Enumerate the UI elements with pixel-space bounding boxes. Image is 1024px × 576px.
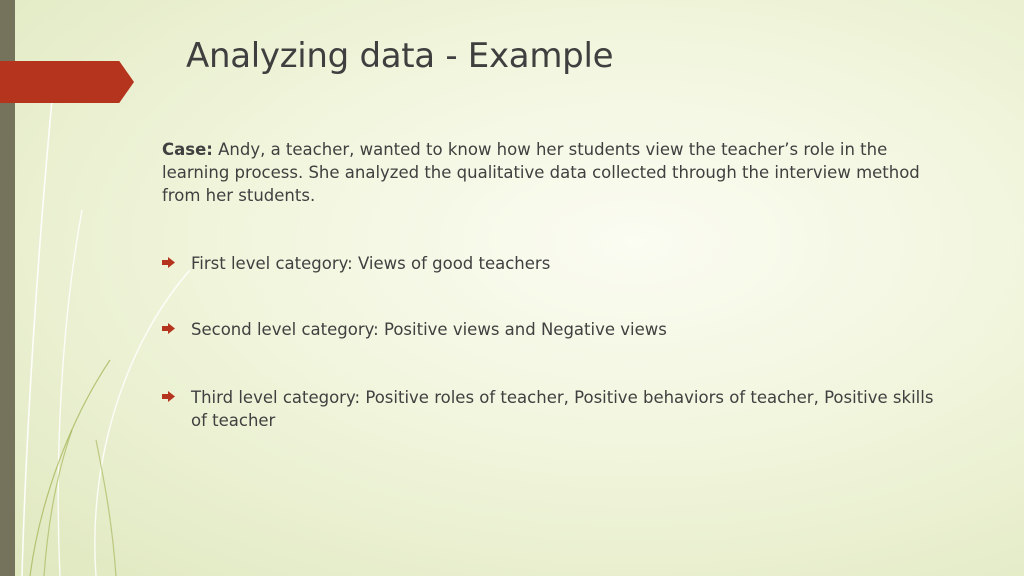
case-text: Andy, a teacher, wanted to know how her students view the teacher’s role in the learning process. She analyzed the qualitative data collected through the interview method from her students. (162, 140, 920, 205)
bullet-item-third-level (162, 386, 952, 432)
arrow-right-icon (162, 391, 175, 402)
arrow-right-icon (162, 323, 175, 334)
case-paragraph (162, 138, 952, 207)
accent-arrow (0, 61, 134, 103)
arrow-right-icon (162, 257, 175, 268)
bullet-item-second-level (162, 318, 952, 341)
bullet-text: Second level category: Positive views and Negative views (191, 320, 667, 339)
case-label: Case: (162, 140, 213, 159)
slide-title: Analyzing data - Example (186, 36, 614, 76)
bullet-item-first-level (162, 252, 952, 275)
bullet-text: First level category: Views of good teachers (191, 254, 551, 273)
bullet-text: Third level category: Positive roles of teacher, Positive behaviors of teacher, Positive skills of teacher (191, 388, 934, 430)
